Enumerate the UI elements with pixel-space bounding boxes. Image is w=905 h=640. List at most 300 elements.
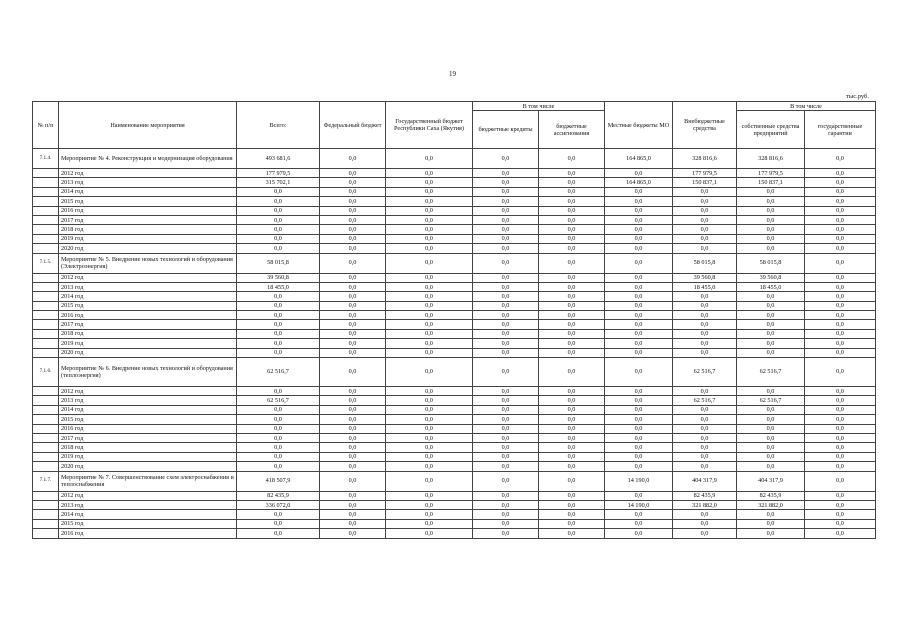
value-cell: 0,0 bbox=[237, 387, 320, 396]
value-cell: 0,0 bbox=[673, 292, 737, 301]
value-cell: 0,0 bbox=[473, 471, 539, 491]
value-cell: 0,0 bbox=[673, 206, 737, 215]
value-cell: 0,0 bbox=[320, 405, 386, 414]
value-cell: 0,0 bbox=[386, 169, 473, 178]
value-cell: 0,0 bbox=[805, 301, 876, 310]
value-cell: 0,0 bbox=[673, 244, 737, 253]
col-header-extra: Внебюджетные средства bbox=[673, 102, 737, 149]
row-number bbox=[33, 329, 59, 338]
event-row bbox=[33, 471, 876, 491]
value-cell: 0,0 bbox=[539, 519, 605, 528]
value-cell: 58 015,8 bbox=[237, 253, 320, 273]
value-cell: 0,0 bbox=[805, 452, 876, 461]
value-cell: 0,0 bbox=[320, 462, 386, 471]
row-name: Мероприятие № 4. Реконструкция и модернизация оборудования bbox=[59, 149, 237, 169]
value-cell: 0,0 bbox=[237, 329, 320, 338]
value-cell: 0,0 bbox=[539, 234, 605, 243]
value-cell: 0,0 bbox=[805, 225, 876, 234]
row-name: 2015 год bbox=[59, 415, 237, 424]
value-cell: 0,0 bbox=[539, 500, 605, 509]
value-cell: 0,0 bbox=[320, 197, 386, 206]
row-name: 2019 год bbox=[59, 339, 237, 348]
value-cell: 62 516,7 bbox=[237, 396, 320, 405]
value-cell: 0,0 bbox=[320, 169, 386, 178]
value-cell: 0,0 bbox=[237, 215, 320, 224]
value-cell: 0,0 bbox=[539, 424, 605, 433]
value-cell: 0,0 bbox=[386, 387, 473, 396]
value-cell: 0,0 bbox=[673, 225, 737, 234]
row-name: 2015 год bbox=[59, 197, 237, 206]
value-cell: 0,0 bbox=[386, 405, 473, 414]
value-cell: 0,0 bbox=[805, 282, 876, 291]
value-cell: 177 979,5 bbox=[673, 169, 737, 178]
value-cell: 0,0 bbox=[386, 348, 473, 357]
value-cell: 0,0 bbox=[673, 320, 737, 329]
value-cell: 0,0 bbox=[805, 396, 876, 405]
value-cell: 404 317,9 bbox=[673, 471, 737, 491]
value-cell: 0,0 bbox=[805, 329, 876, 338]
value-cell: 0,0 bbox=[539, 215, 605, 224]
row-name: 2020 год bbox=[59, 348, 237, 357]
value-cell: 62 516,7 bbox=[237, 358, 320, 387]
row-name: 2013 год bbox=[59, 396, 237, 405]
value-cell: 0,0 bbox=[237, 405, 320, 414]
row-number bbox=[33, 443, 59, 452]
value-cell: 0,0 bbox=[473, 320, 539, 329]
value-cell: 336 072,0 bbox=[237, 500, 320, 509]
value-cell: 0,0 bbox=[605, 491, 673, 500]
value-cell: 0,0 bbox=[539, 329, 605, 338]
year-row bbox=[33, 329, 876, 338]
value-cell: 0,0 bbox=[539, 273, 605, 282]
value-cell: 0,0 bbox=[320, 225, 386, 234]
value-cell: 0,0 bbox=[386, 329, 473, 338]
value-cell: 0,0 bbox=[805, 387, 876, 396]
value-cell: 0,0 bbox=[605, 197, 673, 206]
value-cell: 0,0 bbox=[605, 510, 673, 519]
value-cell: 0,0 bbox=[237, 510, 320, 519]
value-cell: 0,0 bbox=[320, 433, 386, 442]
value-cell: 0,0 bbox=[805, 215, 876, 224]
value-cell: 0,0 bbox=[320, 320, 386, 329]
value-cell: 0,0 bbox=[473, 443, 539, 452]
value-cell: 0,0 bbox=[320, 452, 386, 461]
value-cell: 0,0 bbox=[386, 234, 473, 243]
value-cell: 0,0 bbox=[737, 187, 805, 196]
row-number: 7.1.7. bbox=[33, 471, 59, 491]
value-cell: 0,0 bbox=[605, 273, 673, 282]
year-row bbox=[33, 396, 876, 405]
value-cell: 0,0 bbox=[320, 510, 386, 519]
event-row bbox=[33, 358, 876, 387]
value-cell: 0,0 bbox=[539, 348, 605, 357]
value-cell: 0,0 bbox=[473, 396, 539, 405]
value-cell: 0,0 bbox=[473, 329, 539, 338]
row-number bbox=[33, 500, 59, 509]
value-cell: 0,0 bbox=[539, 452, 605, 461]
value-cell: 0,0 bbox=[320, 491, 386, 500]
value-cell: 0,0 bbox=[539, 169, 605, 178]
value-cell: 0,0 bbox=[539, 387, 605, 396]
row-name: 2019 год bbox=[59, 234, 237, 243]
value-cell: 0,0 bbox=[805, 273, 876, 282]
year-row bbox=[33, 339, 876, 348]
value-cell: 0,0 bbox=[320, 253, 386, 273]
value-cell: 0,0 bbox=[320, 215, 386, 224]
value-cell: 0,0 bbox=[605, 282, 673, 291]
value-cell: 328 816,6 bbox=[737, 149, 805, 169]
value-cell: 0,0 bbox=[320, 329, 386, 338]
col-header-federal: Федеральный бюджет bbox=[320, 102, 386, 149]
value-cell: 0,0 bbox=[673, 348, 737, 357]
value-cell: 0,0 bbox=[805, 311, 876, 320]
col-header-num: № п/п bbox=[33, 102, 59, 149]
value-cell: 0,0 bbox=[673, 443, 737, 452]
value-cell: 0,0 bbox=[605, 253, 673, 273]
value-cell: 0,0 bbox=[673, 519, 737, 528]
value-cell: 0,0 bbox=[805, 358, 876, 387]
value-cell: 0,0 bbox=[737, 433, 805, 442]
row-number bbox=[33, 387, 59, 396]
row-number bbox=[33, 273, 59, 282]
value-cell: 0,0 bbox=[320, 387, 386, 396]
value-cell: 0,0 bbox=[386, 433, 473, 442]
value-cell: 0,0 bbox=[386, 187, 473, 196]
year-row bbox=[33, 311, 876, 320]
value-cell: 0,0 bbox=[473, 169, 539, 178]
value-cell: 0,0 bbox=[805, 320, 876, 329]
event-row bbox=[33, 149, 876, 169]
value-cell: 0,0 bbox=[320, 339, 386, 348]
row-name: Мероприятие № 7. Совершенствование схем электроснабжения и теплоснабжения bbox=[59, 471, 237, 491]
value-cell: 0,0 bbox=[605, 387, 673, 396]
value-cell: 0,0 bbox=[320, 396, 386, 405]
row-name: 2012 год bbox=[59, 491, 237, 500]
value-cell: 0,0 bbox=[320, 311, 386, 320]
year-row bbox=[33, 187, 876, 196]
value-cell: 0,0 bbox=[237, 320, 320, 329]
value-cell: 0,0 bbox=[805, 529, 876, 538]
value-cell: 0,0 bbox=[237, 197, 320, 206]
row-number bbox=[33, 433, 59, 442]
row-name: 2017 год bbox=[59, 433, 237, 442]
row-name: 2012 год bbox=[59, 273, 237, 282]
value-cell: 0,0 bbox=[737, 225, 805, 234]
row-name: 2016 год bbox=[59, 206, 237, 215]
value-cell: 0,0 bbox=[386, 529, 473, 538]
value-cell: 0,0 bbox=[673, 339, 737, 348]
value-cell: 0,0 bbox=[386, 339, 473, 348]
row-name: 2013 год bbox=[59, 500, 237, 509]
value-cell: 0,0 bbox=[605, 206, 673, 215]
value-cell: 0,0 bbox=[320, 206, 386, 215]
value-cell: 0,0 bbox=[605, 529, 673, 538]
value-cell: 404 317,9 bbox=[737, 471, 805, 491]
year-row bbox=[33, 178, 876, 187]
value-cell: 0,0 bbox=[737, 462, 805, 471]
value-cell: 0,0 bbox=[320, 358, 386, 387]
year-row bbox=[33, 244, 876, 253]
value-cell: 177 979,5 bbox=[737, 169, 805, 178]
value-cell: 0,0 bbox=[605, 424, 673, 433]
year-row bbox=[33, 292, 876, 301]
value-cell: 0,0 bbox=[805, 443, 876, 452]
value-cell: 0,0 bbox=[473, 234, 539, 243]
col-header-republic: Государственный бюджет Республики Саха (Якутия) bbox=[386, 102, 473, 149]
row-name: 2017 год bbox=[59, 320, 237, 329]
year-row bbox=[33, 519, 876, 528]
value-cell: 0,0 bbox=[237, 244, 320, 253]
value-cell: 0,0 bbox=[539, 433, 605, 442]
value-cell: 0,0 bbox=[673, 387, 737, 396]
row-number: 7.1.6. bbox=[33, 358, 59, 387]
page-number: 19 bbox=[449, 70, 456, 78]
value-cell: 0,0 bbox=[320, 500, 386, 509]
value-cell: 0,0 bbox=[237, 443, 320, 452]
value-cell: 0,0 bbox=[539, 301, 605, 310]
value-cell: 0,0 bbox=[605, 433, 673, 442]
value-cell: 0,0 bbox=[539, 253, 605, 273]
value-cell: 0,0 bbox=[805, 149, 876, 169]
value-cell: 0,0 bbox=[320, 471, 386, 491]
row-number bbox=[33, 320, 59, 329]
value-cell: 0,0 bbox=[386, 178, 473, 187]
row-name: 2018 год bbox=[59, 329, 237, 338]
value-cell: 0,0 bbox=[473, 358, 539, 387]
value-cell: 0,0 bbox=[320, 244, 386, 253]
value-cell: 0,0 bbox=[737, 197, 805, 206]
value-cell: 0,0 bbox=[473, 206, 539, 215]
year-row bbox=[33, 169, 876, 178]
value-cell: 0,0 bbox=[805, 519, 876, 528]
row-number bbox=[33, 178, 59, 187]
value-cell: 150 837,1 bbox=[673, 178, 737, 187]
value-cell: 0,0 bbox=[320, 424, 386, 433]
value-cell: 0,0 bbox=[805, 433, 876, 442]
value-cell: 0,0 bbox=[605, 339, 673, 348]
value-cell: 0,0 bbox=[473, 529, 539, 538]
value-cell: 0,0 bbox=[473, 187, 539, 196]
value-cell: 0,0 bbox=[473, 311, 539, 320]
year-row bbox=[33, 273, 876, 282]
value-cell: 0,0 bbox=[673, 215, 737, 224]
value-cell: 0,0 bbox=[237, 339, 320, 348]
value-cell: 0,0 bbox=[605, 462, 673, 471]
value-cell: 58 015,8 bbox=[673, 253, 737, 273]
value-cell: 0,0 bbox=[605, 396, 673, 405]
value-cell: 0,0 bbox=[386, 471, 473, 491]
value-cell: 39 560,8 bbox=[737, 273, 805, 282]
value-cell: 18 455,0 bbox=[673, 282, 737, 291]
year-row bbox=[33, 491, 876, 500]
value-cell: 0,0 bbox=[237, 529, 320, 538]
value-cell: 0,0 bbox=[805, 178, 876, 187]
year-row bbox=[33, 424, 876, 433]
value-cell: 0,0 bbox=[237, 348, 320, 357]
value-cell: 0,0 bbox=[737, 443, 805, 452]
row-number bbox=[33, 510, 59, 519]
value-cell: 0,0 bbox=[673, 311, 737, 320]
value-cell: 0,0 bbox=[605, 329, 673, 338]
col-header-credits: бюджетные кредиты bbox=[473, 111, 539, 149]
col-header-guarantees: государственные гарантии bbox=[805, 111, 876, 149]
value-cell: 0,0 bbox=[737, 424, 805, 433]
year-row bbox=[33, 206, 876, 215]
value-cell: 0,0 bbox=[539, 311, 605, 320]
row-name: 2016 год bbox=[59, 424, 237, 433]
value-cell: 0,0 bbox=[473, 301, 539, 310]
value-cell: 0,0 bbox=[605, 225, 673, 234]
value-cell: 0,0 bbox=[673, 452, 737, 461]
value-cell: 0,0 bbox=[737, 244, 805, 253]
table-body bbox=[33, 149, 876, 539]
value-cell: 0,0 bbox=[473, 348, 539, 357]
value-cell: 0,0 bbox=[737, 234, 805, 243]
value-cell: 0,0 bbox=[473, 244, 539, 253]
value-cell: 0,0 bbox=[605, 311, 673, 320]
row-number bbox=[33, 348, 59, 357]
value-cell: 164 865,0 bbox=[605, 178, 673, 187]
value-cell: 0,0 bbox=[320, 187, 386, 196]
row-number bbox=[33, 234, 59, 243]
value-cell: 0,0 bbox=[539, 529, 605, 538]
value-cell: 62 516,7 bbox=[673, 396, 737, 405]
value-cell: 0,0 bbox=[805, 244, 876, 253]
value-cell: 0,0 bbox=[737, 311, 805, 320]
value-cell: 0,0 bbox=[605, 452, 673, 461]
year-row bbox=[33, 225, 876, 234]
value-cell: 0,0 bbox=[386, 452, 473, 461]
value-cell: 0,0 bbox=[539, 396, 605, 405]
col-header-total: Всего: bbox=[237, 102, 320, 149]
value-cell: 0,0 bbox=[237, 301, 320, 310]
row-name: 2020 год bbox=[59, 462, 237, 471]
row-name: 2019 год bbox=[59, 452, 237, 461]
row-name: 2014 год bbox=[59, 187, 237, 196]
value-cell: 0,0 bbox=[673, 433, 737, 442]
value-cell: 0,0 bbox=[673, 301, 737, 310]
row-name: Мероприятие № 5. Внедрение новых технологий и оборудования (Электроэнергия) bbox=[59, 253, 237, 273]
value-cell: 0,0 bbox=[673, 405, 737, 414]
value-cell: 0,0 bbox=[737, 339, 805, 348]
value-cell: 0,0 bbox=[673, 187, 737, 196]
row-name: 2015 год bbox=[59, 519, 237, 528]
value-cell: 0,0 bbox=[737, 292, 805, 301]
year-row bbox=[33, 529, 876, 538]
value-cell: 0,0 bbox=[805, 424, 876, 433]
value-cell: 0,0 bbox=[386, 443, 473, 452]
value-cell: 0,0 bbox=[386, 491, 473, 500]
row-number bbox=[33, 206, 59, 215]
value-cell: 0,0 bbox=[386, 197, 473, 206]
value-cell: 0,0 bbox=[237, 225, 320, 234]
year-row bbox=[33, 320, 876, 329]
value-cell: 14 190,0 bbox=[605, 500, 673, 509]
value-cell: 0,0 bbox=[539, 225, 605, 234]
funding-table bbox=[32, 101, 876, 539]
value-cell: 0,0 bbox=[605, 348, 673, 357]
value-cell: 0,0 bbox=[539, 510, 605, 519]
col-header-assign: бюджетные ассигнования bbox=[539, 111, 605, 149]
value-cell: 0,0 bbox=[805, 187, 876, 196]
value-cell: 0,0 bbox=[386, 424, 473, 433]
row-number bbox=[33, 339, 59, 348]
value-cell: 0,0 bbox=[737, 529, 805, 538]
row-number bbox=[33, 405, 59, 414]
value-cell: 0,0 bbox=[473, 510, 539, 519]
value-cell: 0,0 bbox=[605, 415, 673, 424]
value-cell: 0,0 bbox=[473, 292, 539, 301]
value-cell: 0,0 bbox=[320, 178, 386, 187]
value-cell: 0,0 bbox=[539, 178, 605, 187]
row-name: 2014 год bbox=[59, 510, 237, 519]
value-cell: 0,0 bbox=[386, 415, 473, 424]
value-cell: 0,0 bbox=[237, 187, 320, 196]
value-cell: 0,0 bbox=[805, 405, 876, 414]
value-cell: 0,0 bbox=[605, 443, 673, 452]
value-cell: 0,0 bbox=[673, 462, 737, 471]
value-cell: 0,0 bbox=[539, 415, 605, 424]
value-cell: 0,0 bbox=[237, 311, 320, 320]
value-cell: 0,0 bbox=[473, 339, 539, 348]
value-cell: 0,0 bbox=[320, 273, 386, 282]
value-cell: 82 435,9 bbox=[673, 491, 737, 500]
value-cell: 0,0 bbox=[386, 311, 473, 320]
value-cell: 0,0 bbox=[237, 452, 320, 461]
value-cell: 0,0 bbox=[605, 301, 673, 310]
row-number bbox=[33, 491, 59, 500]
value-cell: 0,0 bbox=[539, 187, 605, 196]
row-number: 7.1.5. bbox=[33, 253, 59, 273]
value-cell: 0,0 bbox=[386, 396, 473, 405]
row-number bbox=[33, 197, 59, 206]
value-cell: 0,0 bbox=[605, 405, 673, 414]
value-cell: 0,0 bbox=[473, 253, 539, 273]
value-cell: 0,0 bbox=[605, 292, 673, 301]
value-cell: 0,0 bbox=[320, 529, 386, 538]
row-number bbox=[33, 187, 59, 196]
year-row bbox=[33, 234, 876, 243]
unit-label: тыс.руб. bbox=[846, 93, 869, 100]
value-cell: 0,0 bbox=[605, 244, 673, 253]
col-header-local: Местные бюджеты МО bbox=[605, 102, 673, 149]
value-cell: 0,0 bbox=[805, 339, 876, 348]
value-cell: 0,0 bbox=[473, 491, 539, 500]
value-cell: 0,0 bbox=[237, 433, 320, 442]
value-cell: 18 455,0 bbox=[237, 282, 320, 291]
value-cell: 0,0 bbox=[539, 292, 605, 301]
value-cell: 0,0 bbox=[386, 292, 473, 301]
value-cell: 0,0 bbox=[805, 510, 876, 519]
value-cell: 0,0 bbox=[473, 178, 539, 187]
col-header-own: собственные средства предприятий bbox=[737, 111, 805, 149]
value-cell: 0,0 bbox=[386, 244, 473, 253]
value-cell: 39 560,8 bbox=[237, 273, 320, 282]
row-name: 2018 год bbox=[59, 443, 237, 452]
value-cell: 0,0 bbox=[605, 169, 673, 178]
value-cell: 62 516,7 bbox=[673, 358, 737, 387]
value-cell: 39 560,8 bbox=[673, 273, 737, 282]
value-cell: 0,0 bbox=[386, 510, 473, 519]
year-row bbox=[33, 462, 876, 471]
value-cell: 0,0 bbox=[737, 519, 805, 528]
value-cell: 0,0 bbox=[473, 225, 539, 234]
row-number bbox=[33, 282, 59, 291]
year-row bbox=[33, 387, 876, 396]
value-cell: 0,0 bbox=[237, 415, 320, 424]
value-cell: 0,0 bbox=[805, 462, 876, 471]
value-cell: 321 882,0 bbox=[737, 500, 805, 509]
